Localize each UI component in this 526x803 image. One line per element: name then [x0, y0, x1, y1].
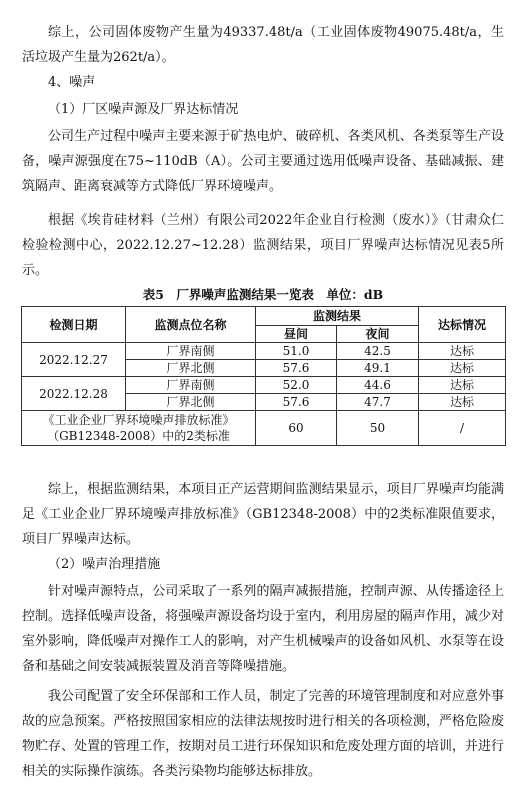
- paragraph-monitoring-reference: 根据《埃肯硅材料（兰州）有限公司2022年企业自行检测（废水）》（甘肃众仁检验检测中心，2022.12.27~12.28）监测结果，项目厂界噪声达标情况见表5所示。: [22, 213, 504, 278]
- cell-standard-label: 《工业企业厂界环境噪声排放标准》（GB12348-2008）中的2类标准: [22, 411, 256, 446]
- table-row: [22, 343, 506, 360]
- cell-night: 47.7: [337, 394, 419, 411]
- cell-status: 达标: [419, 377, 506, 394]
- header-night: 夜间: [337, 326, 419, 343]
- cell-day: 57.6: [256, 394, 337, 411]
- header-result: 监测结果: [256, 307, 419, 326]
- section-heading-noise: 4、噪声: [48, 75, 96, 90]
- cell-status: 达标: [419, 343, 506, 360]
- cell-standard-status: /: [419, 411, 506, 446]
- paragraph-noise-control: 针对噪声源特点，公司采取了一系列的隔声减振措施，控制声源、从传播途径上控制。选择低噪声设备，将强噪声源设备均设于室内，利用房屋的隔声作用，减少对室外影响，降低噪声对操作工人的影响，对产生机械噪声的设备如风机、水泵等在设备和基础之间安装减振装置及消音等降噪措施。: [22, 584, 504, 674]
- cell-date: 2022.12.27: [22, 343, 126, 377]
- cell-day: 51.0: [256, 343, 337, 360]
- paragraph-noise-sources: 公司生产过程中噪声主要来源于矿热电炉、破碎机、各类风机、各类泵等生产设备，噪声源强度在75~110dB（A）。公司主要通过选用低噪声设备、基础减振、建筑隔声、距离衰减等方式降低厂界环境噪声。: [22, 129, 504, 194]
- cell-night: 49.1: [337, 360, 419, 377]
- paragraph-environmental-management: 我公司配置了安全环保部和工作人员，制定了完善的环境管理制度和对应意外事故的应急预案。严格按照国家相应的法律法规按时进行相关的各项检测，严格危险废物贮存、处置的管理工作，按期对员工进行环保知识和危废处理方面的培训，并进行相关的实际操作演练。各类污染物均能够达标排放。: [22, 689, 504, 779]
- header-day: 昼间: [256, 326, 337, 343]
- cell-location: 厂界南侧: [126, 343, 256, 360]
- cell-standard-day: 60: [256, 411, 337, 446]
- cell-location: 厂界南侧: [126, 377, 256, 394]
- cell-day: 57.6: [256, 360, 337, 377]
- header-date: 检测日期: [22, 307, 126, 343]
- table-row-standard: [22, 411, 506, 446]
- table-caption: 表5 厂界噪声监测结果一览表 单位：dB: [142, 287, 384, 302]
- table-row: [22, 377, 506, 394]
- cell-standard-night: 50: [337, 411, 419, 446]
- subsection-heading-noise-control: （2）噪声治理措施: [48, 557, 161, 572]
- cell-night: 42.5: [337, 343, 419, 360]
- cell-status: 达标: [419, 360, 506, 377]
- cell-location: 厂界北侧: [126, 394, 256, 411]
- header-location: 监测点位名称: [126, 307, 256, 343]
- cell-location: 厂界北侧: [126, 360, 256, 377]
- cell-night: 44.6: [337, 377, 419, 394]
- cell-day: 52.0: [256, 377, 337, 394]
- subsection-heading-noise-sources: （1）厂区噪声源及厂界达标情况: [48, 102, 239, 117]
- table-header-row: [22, 307, 506, 326]
- paragraph-noise-conclusion: 综上，根据监测结果，本项目正产运营期间监测结果显示，项目厂界噪声均能满足《工业企业厂界环境噪声排放标准》（GB12348-2008）中的2类标准限值要求，项目厂界噪声达标。: [22, 482, 504, 547]
- cell-date: 2022.12.28: [22, 377, 126, 411]
- summary-solid-waste: 综上，公司固体废物产生量为49337.48t/a（工业固体废物49075.48t/a，生活垃圾产生量为262t/a）。: [22, 25, 504, 65]
- noise-monitoring-table: [21, 306, 506, 446]
- cell-status: 达标: [419, 394, 506, 411]
- header-status: 达标情况: [419, 307, 506, 343]
